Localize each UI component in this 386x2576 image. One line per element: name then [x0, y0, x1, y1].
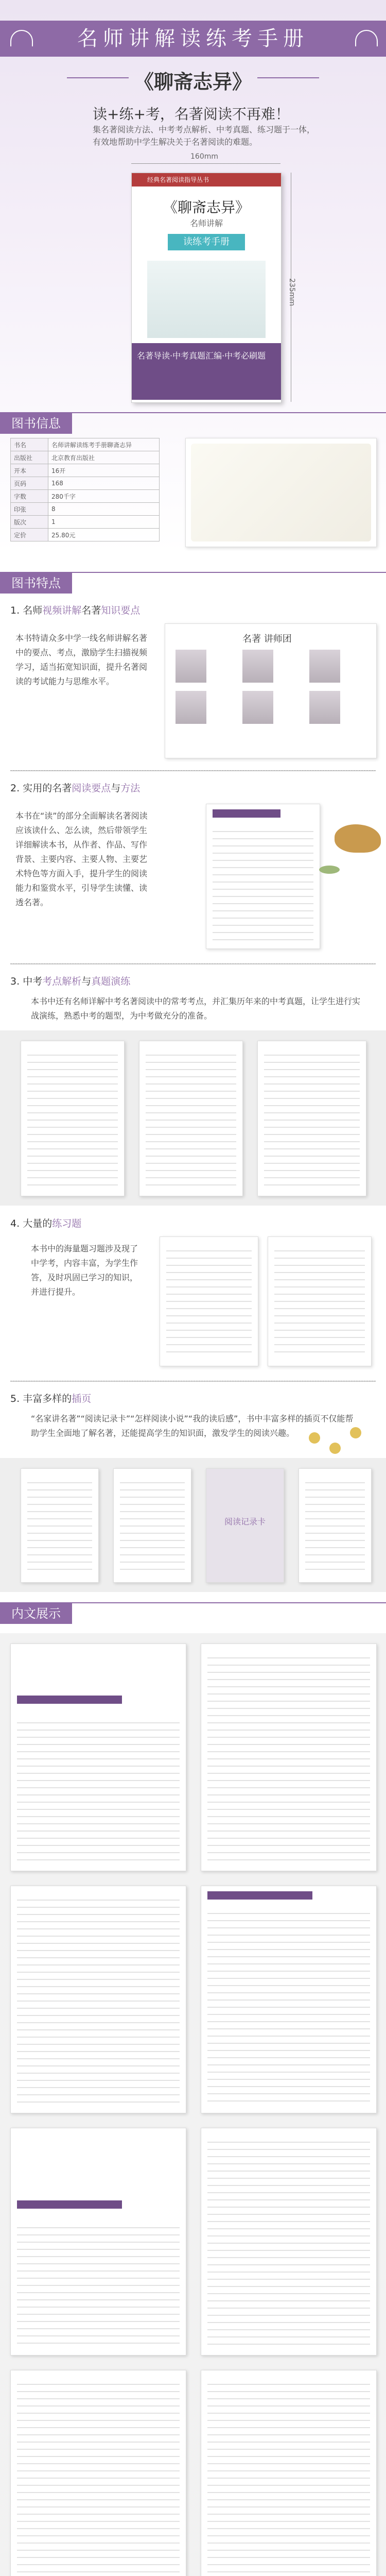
- sample-text: [17, 1893, 180, 2106]
- feature-pre: 大量的: [23, 1218, 52, 1229]
- feature-text-4: 本书中的海量题习题涉及现了中学考，内容丰富，为学生作答，及时巩固已学习的知识，并进行提升。: [31, 1244, 138, 1297]
- book-cover: [131, 173, 282, 403]
- section-label: 图书特点: [0, 573, 72, 594]
- tagline: 读+练+考，名著阅读不再难！: [93, 106, 290, 123]
- sample-page: [299, 1468, 372, 1583]
- feature-mid: 与: [111, 783, 121, 794]
- teacher-photo: [309, 650, 340, 683]
- cover-title: 《聊斋志异》: [163, 199, 250, 216]
- cover-series: 名师讲解: [189, 218, 223, 228]
- feature-pre: 实用的名著: [23, 783, 72, 794]
- table-key: 书名: [11, 438, 48, 451]
- height-label: 235mm: [288, 278, 296, 306]
- sample-page: [21, 1041, 125, 1196]
- sample-heading: [17, 2200, 122, 2209]
- sample-text: [207, 2136, 370, 2348]
- table-value: 名师讲解读练考手册聊斋志异: [48, 438, 160, 451]
- inner-page: [10, 1886, 186, 2113]
- sample-heading: [213, 809, 280, 818]
- table-value: 168: [48, 477, 160, 490]
- feature-text-2: 本书在“读”的部分全面解读名著阅读应该读什么、怎么读，然后带领学生详细解读本书，从作者、作品、写作背景、主要内容、主要人物、主要艺术特色等方面入手，提升学生的阅读能力和鉴赏水平，引导学生读懂、读透名著。: [15, 811, 148, 907]
- cover-tag: 读练考手册: [168, 234, 245, 250]
- inner-page: [10, 1643, 186, 1871]
- feature-pre: 丰富多样的: [23, 1393, 72, 1404]
- width-label: 160mm: [190, 152, 218, 161]
- sample-text: [166, 1244, 252, 1359]
- feature-text-3: 本书中还有名师详解中考名著阅读中的常考考点，并汇集历年来的中考真题，让学生进行实战演练，熟悉中考的题型，为中考做充分的准备。: [31, 996, 361, 1021]
- bird-illustration: [335, 824, 381, 853]
- sample-text: [27, 1476, 92, 1575]
- feature-heading-5: [10, 1391, 91, 1405]
- feature-highlight: 方法: [120, 783, 141, 794]
- sample-text: [264, 1048, 360, 1189]
- cover-bottom-band: [132, 343, 281, 400]
- section-header-info: [0, 412, 386, 437]
- teacher-photo: [176, 650, 206, 683]
- feature-mid: 与: [81, 976, 92, 987]
- feature-text-1: 本书特请众多中学一线名师讲解名著中的要点、考点，激励学生扫描视频学习，适当拓宽知识面，提升名著阅读的考试能力与思维水平。: [15, 633, 148, 686]
- feature-highlight: 插页: [72, 1393, 92, 1404]
- sample-text: [17, 2378, 180, 2574]
- table-row: [11, 529, 160, 541]
- table-row: [11, 490, 160, 503]
- sample-text: [146, 1048, 236, 1189]
- teacher-photo: [176, 691, 206, 724]
- reading-card-label: 阅读记录卡: [224, 1517, 266, 1527]
- title-banner: [0, 21, 386, 57]
- table-row: [11, 516, 160, 529]
- sample-page: [206, 804, 320, 949]
- table-row: [11, 438, 160, 451]
- feature-num: 2.: [10, 783, 20, 794]
- sample-text: [27, 1048, 118, 1189]
- divider: [10, 770, 376, 771]
- feature-heading-3: [10, 974, 130, 988]
- inner-page: [10, 2370, 186, 2576]
- table-row: [11, 451, 160, 464]
- section-header-content: [0, 1602, 386, 1627]
- sample-text: [213, 825, 313, 941]
- inner-page: [201, 2128, 377, 2355]
- sample-text: [17, 1716, 180, 1863]
- sample-text: [17, 2221, 180, 2348]
- table-key: 印张: [11, 503, 48, 516]
- divider: [10, 963, 376, 964]
- feature-heading-4: [10, 1216, 81, 1230]
- table-row: [11, 477, 160, 490]
- feature-highlight: 考点解析: [42, 976, 82, 987]
- feature-highlight: 练习题: [52, 1218, 82, 1229]
- feature-text-5: “名家讲名著”“阅读记录卡”“怎样阅读小说”“我的读后感”，书中丰富多样的插页不仅能帮助学生全面地了解名著，还能提高学生的知识面，激发学生的阅读兴趣。: [31, 1414, 354, 1438]
- feature-num: 4.: [10, 1218, 20, 1229]
- flower-decoration: [350, 1427, 361, 1438]
- width-dimension-line: [131, 163, 280, 164]
- section-label: 图书信息: [0, 413, 72, 434]
- teacher-photo: [309, 691, 340, 724]
- sample-text: [207, 1907, 370, 2106]
- divider: [10, 1381, 376, 1382]
- sample-page: [160, 1236, 258, 1366]
- inner-page: [10, 2128, 186, 2355]
- table-key: 开本: [11, 464, 48, 477]
- table-value: 北京教育出版社: [48, 451, 160, 464]
- teacher-photo: [242, 691, 273, 724]
- inner-page: [201, 1886, 377, 2113]
- feature-highlight: 知识要点: [101, 605, 141, 616]
- sample-page: [21, 1468, 99, 1583]
- table-key: 出版社: [11, 451, 48, 464]
- sample-text: [207, 2378, 370, 2574]
- feature-highlight: 视频讲解: [42, 605, 82, 616]
- table-row: [11, 503, 160, 516]
- table-value: 25.80元: [48, 529, 160, 541]
- section-label: 内文展示: [0, 1603, 72, 1624]
- inner-page: [201, 2370, 377, 2576]
- table-value: 16开: [48, 464, 160, 477]
- flower-decoration: [329, 1443, 341, 1454]
- leaf-decoration: [319, 866, 340, 874]
- feature-highlight: 阅读要点: [72, 783, 111, 794]
- feature-heading-1: [10, 603, 140, 617]
- sample-heading: [207, 1891, 312, 1900]
- cover-top-band: [132, 173, 281, 187]
- table-key: 页码: [11, 477, 48, 490]
- feature-mid: 名著: [81, 605, 101, 616]
- page-subtitle: 《聊斋志异》: [134, 70, 252, 93]
- intro-text: 集名著阅读方法、中考考点解析、中考真题、练习题于一体，有效地帮助中学生解决关于名著阅读的难题。: [93, 125, 315, 147]
- section-header-features: [0, 572, 386, 597]
- teacher-panel: [165, 623, 377, 758]
- cover-band-text: 名著导读·中考真题汇编·中考必刷题: [137, 351, 266, 361]
- sample-heading: [17, 1696, 122, 1704]
- sample-text: [207, 1651, 370, 1863]
- banner-title: 名师讲解读练考手册: [77, 27, 309, 50]
- feature-pre: 名师: [23, 605, 43, 616]
- sample-page: [268, 1236, 372, 1366]
- table-key: 字数: [11, 490, 48, 503]
- plate-pattern: [191, 444, 371, 541]
- sample-page: [113, 1468, 191, 1583]
- table-key: 版次: [11, 516, 48, 529]
- table-value: 280千字: [48, 490, 160, 503]
- table-row: [11, 464, 160, 477]
- sample-text: [274, 1244, 365, 1359]
- table-key: 定价: [11, 529, 48, 541]
- sample-text: [120, 1476, 185, 1575]
- info-table: [10, 438, 160, 541]
- teacher-panel-title: 名著 讲师团: [242, 634, 292, 645]
- feature-num: 3.: [10, 976, 20, 987]
- reading-card: [206, 1468, 284, 1583]
- teacher-photo: [242, 650, 273, 683]
- feature-heading-2: [10, 781, 140, 794]
- table-value: 8: [48, 503, 160, 516]
- table-value: 1: [48, 516, 160, 529]
- sample-text: [305, 1476, 365, 1575]
- feature-num: 5.: [10, 1393, 20, 1404]
- feature-num: 1.: [10, 605, 20, 616]
- feature-highlight: 真题演练: [91, 976, 131, 987]
- sample-page: [139, 1041, 243, 1196]
- inner-page: [201, 1643, 377, 1871]
- feature-pre: 中考: [23, 976, 43, 987]
- cover-publisher: 经典名著阅读指导丛书: [147, 176, 209, 183]
- flower-decoration: [309, 1432, 320, 1444]
- cover-illustration: [147, 261, 266, 338]
- sample-page: [257, 1041, 366, 1196]
- decorative-plate: [185, 438, 377, 547]
